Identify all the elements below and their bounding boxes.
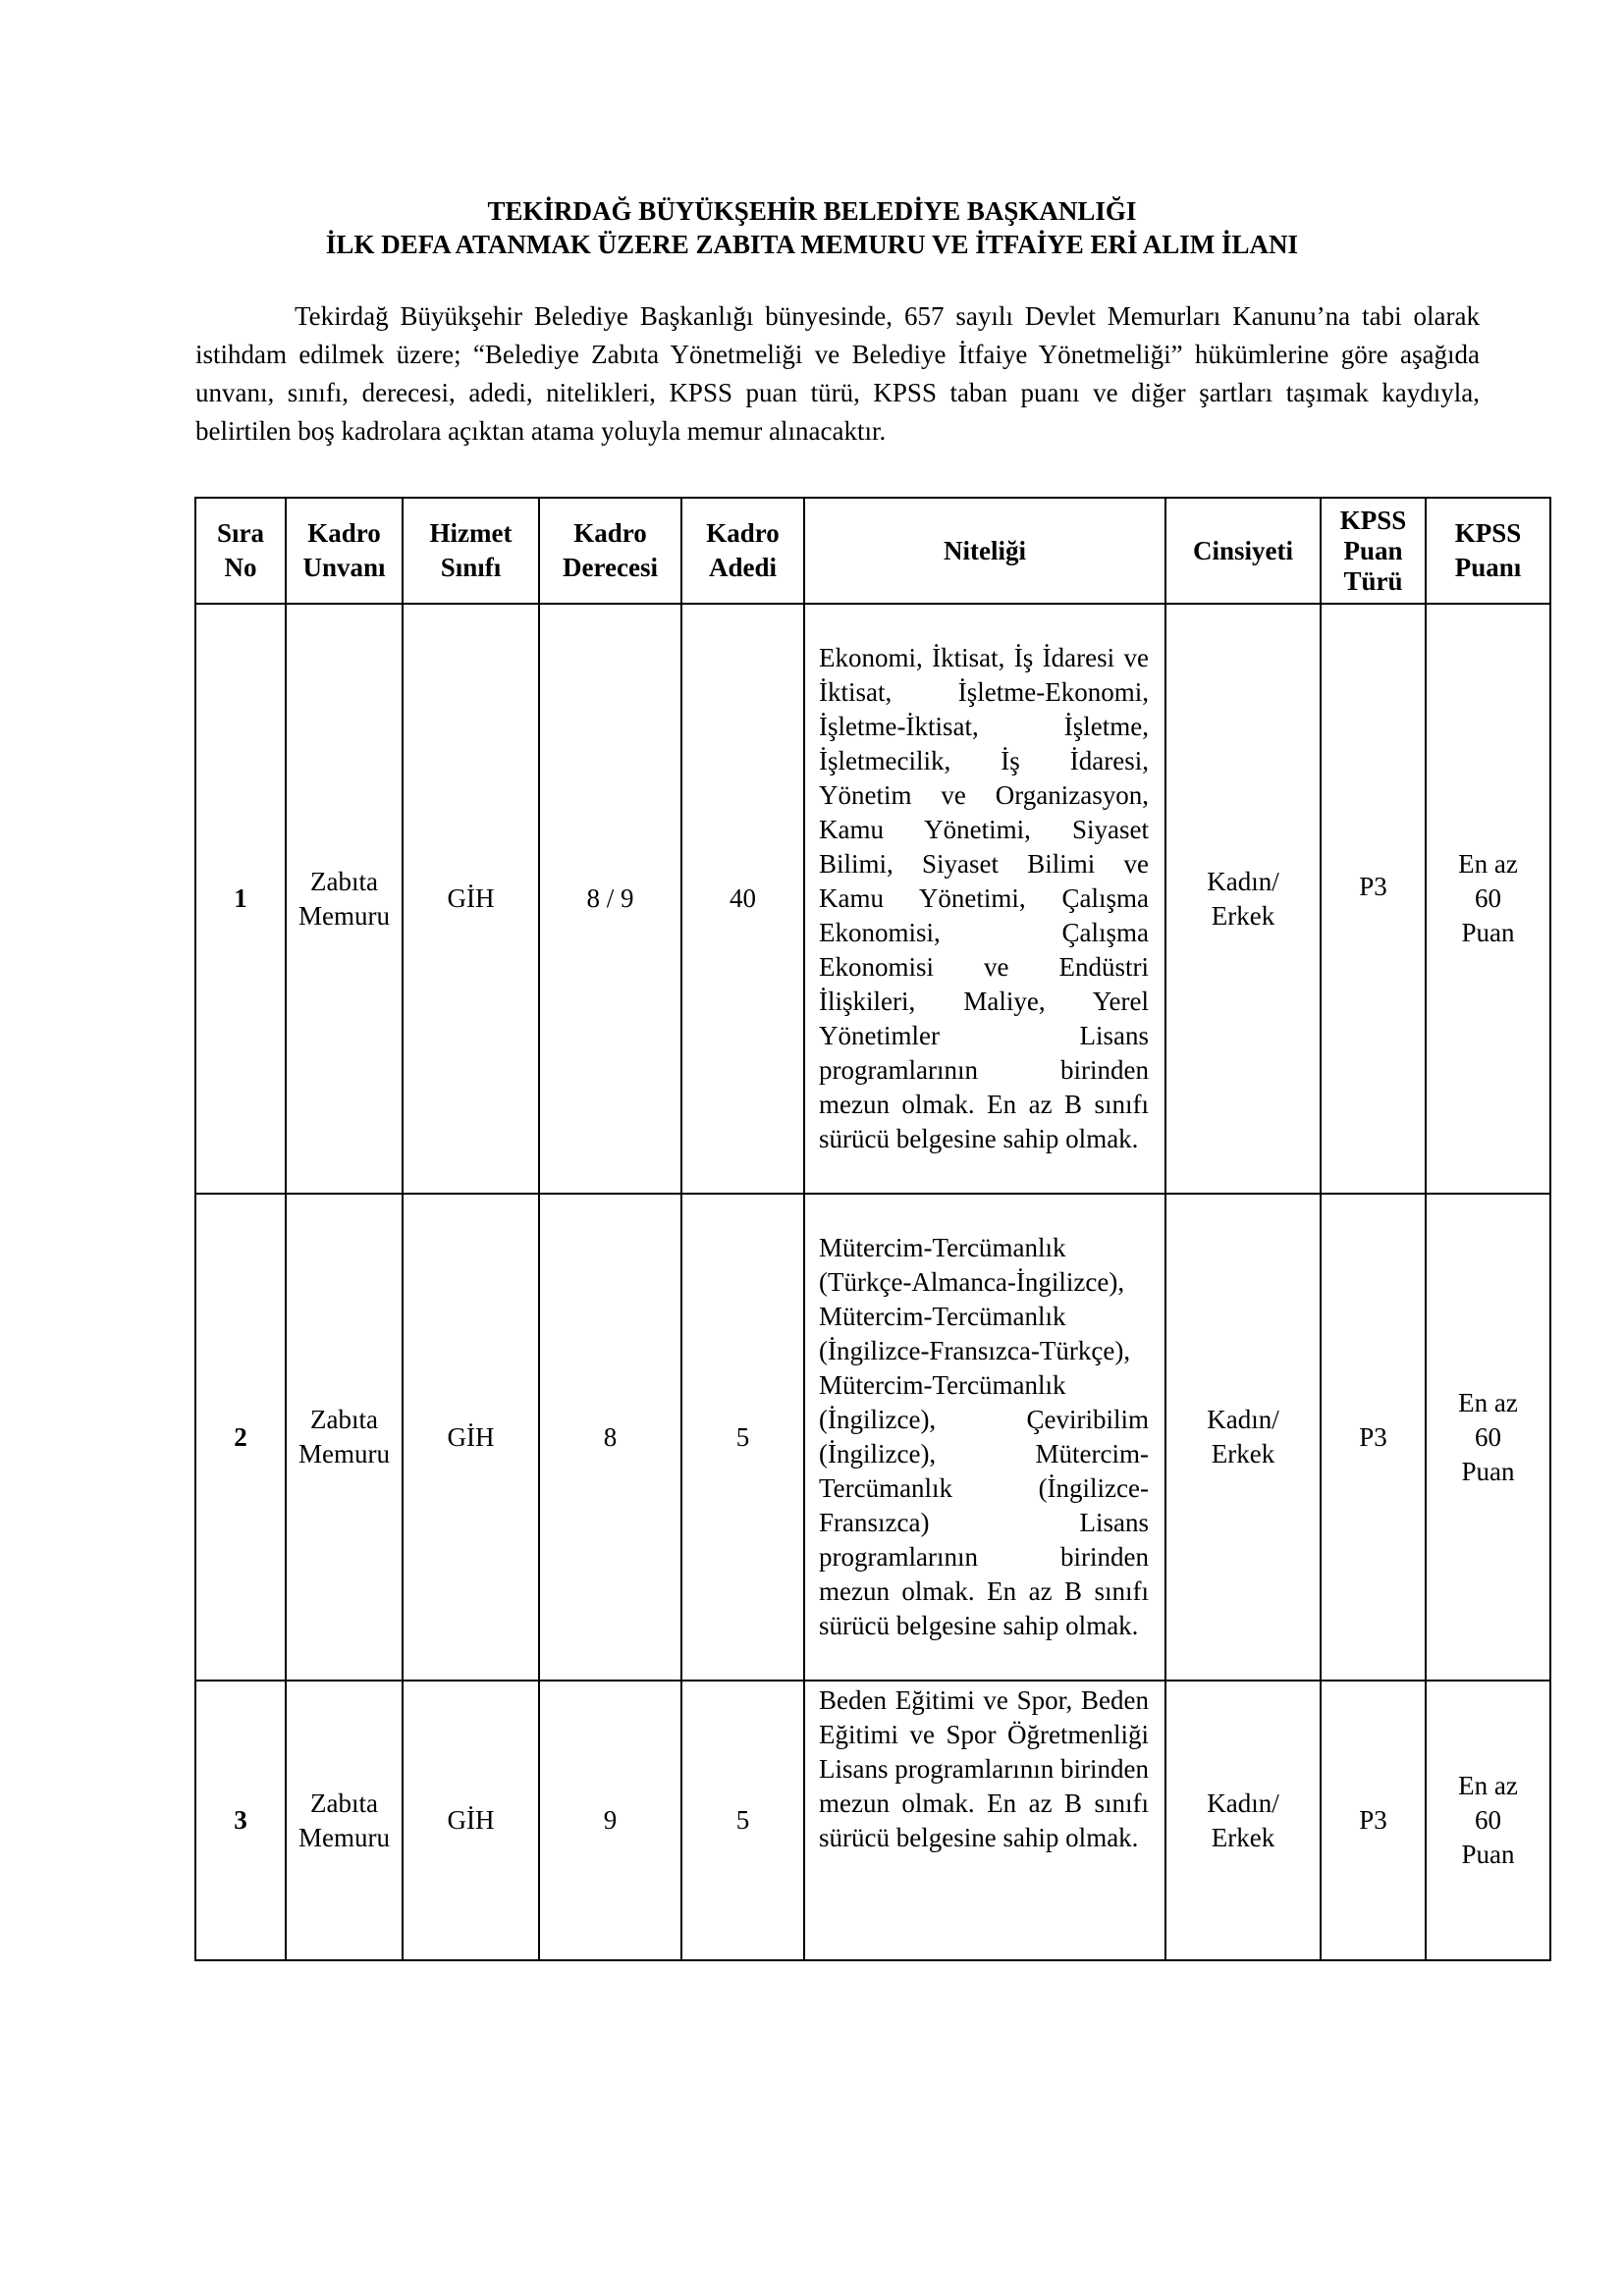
row-no: 2 <box>195 1194 286 1681</box>
row-cinsiyeti: Kadın/ Erkek <box>1165 1681 1321 1960</box>
row-kadro-unvani: Zabıta Memuru <box>286 604 403 1194</box>
row-niteligi: Mütercim-Tercümanlık (Türkçe-Almanca-İngilizce), Mütercim-Tercümanlık (İngilizce-Fransızca-Türkçe), Mütercim-Tercümanlık (İngilizce), Çeviribilim (İngilizce), Mütercim-Tercümanlık (İngilizce-Fransızca) Lisans programlarının birinden mezun olmak. En az B sınıfı sürücü belgesine sahip olmak. <box>804 1194 1165 1681</box>
header-kadro-derecesi: Kadro Derecesi <box>539 498 681 604</box>
row-kadro-unvani: Zabıta Memuru <box>286 1194 403 1681</box>
row-kpss-puan-turu: P3 <box>1321 604 1426 1194</box>
header-kpss-puani: KPSS Puanı <box>1426 498 1550 604</box>
row-kpss-puani: En az 60 Puan <box>1426 604 1550 1194</box>
vacancy-table <box>194 497 1551 1961</box>
header-niteligi: Niteliği <box>804 498 1165 604</box>
row-kpss-puani: En az 60 Puan <box>1426 1194 1550 1681</box>
row-niteligi: Ekonomi, İktisat, İş İdaresi ve İktisat, İşletme-Ekonomi, İşletme-İktisat, İşletme, İşletmecilik, İş İdaresi, Yönetim ve Organizasyon, Kamu Yönetimi, Siyaset Bilimi, Siyaset Bilimi ve Kamu Yönetimi, Çalışma Ekonomisi, Çalışma Ekonomisi ve Endüstri İlişkileri, Maliye, Yerel Yönetimler Lisans programlarının birinden mezun olmak. En az B sınıfı sürücü belgesine sahip olmak. <box>804 604 1165 1194</box>
row-kadro-adedi: 40 <box>681 604 804 1194</box>
row-cinsiyeti: Kadın/ Erkek <box>1165 604 1321 1194</box>
document-title: TEKİRDAĞ BÜYÜKŞEHİR BELEDİYE BAŞKANLIĞI <box>487 196 1137 226</box>
table-row <box>195 604 1550 1194</box>
header-sira-no: Sıra No <box>195 498 286 604</box>
row-kadro-adedi: 5 <box>681 1194 804 1681</box>
header-kadro-unvani: Kadro Unvanı <box>286 498 403 604</box>
table-row <box>195 1681 1550 1960</box>
row-hizmet-sinifi: GİH <box>403 1194 539 1681</box>
row-kpss-puan-turu: P3 <box>1321 1194 1426 1681</box>
intro-text: Tekirdağ Büyükşehir Belediye Başkanlığı bünyesinde, 657 sayılı Devlet Memurları Kanunu’na tabi olarak istihdam edilmek üzere; “Belediye Zabıta Yönetmeliği ve Belediye İtfaiye Yönetmeliği” hükümlerine göre aşağıda unvanı, sınıfı, derecesi, adedi, nitelikleri, KPSS puan türü, KPSS taban puanı ve diğer şartları taşımak kaydıyla, belirtilen boş kadrolara açıktan atama yoluyla memur alınacaktır. <box>195 301 1480 446</box>
intro-paragraph <box>195 297 1480 451</box>
row-kadro-derecesi: 8 / 9 <box>539 604 681 1194</box>
row-no: 3 <box>195 1681 286 1960</box>
row-kadro-unvani: Zabıta Memuru <box>286 1681 403 1960</box>
row-kpss-puani: En az 60 Puan <box>1426 1681 1550 1960</box>
table-header-row <box>195 498 1550 604</box>
row-cinsiyeti: Kadın/ Erkek <box>1165 1194 1321 1681</box>
row-niteligi: Beden Eğitimi ve Spor, Beden Eğitimi ve Spor Öğretmenliği Lisans programlarının birinden mezun olmak. En az B sınıfı sürücü belgesine sahip olmak. <box>804 1681 1165 1960</box>
header-kpss-puan-turu: KPSS Puan Türü <box>1321 498 1426 604</box>
row-kadro-derecesi: 9 <box>539 1681 681 1960</box>
header-cinsiyeti: Cinsiyeti <box>1165 498 1321 604</box>
header-kadro-adedi: Kadro Adedi <box>681 498 804 604</box>
document-subtitle: İLK DEFA ATANMAK ÜZERE ZABITA MEMURU VE İTFAİYE ERİ ALIM İLANI <box>325 230 1299 259</box>
table-row <box>195 1194 1550 1681</box>
row-kadro-derecesi: 8 <box>539 1194 681 1681</box>
row-kpss-puan-turu: P3 <box>1321 1681 1426 1960</box>
header-hizmet-sinifi: Hizmet Sınıfı <box>403 498 539 604</box>
row-hizmet-sinifi: GİH <box>403 1681 539 1960</box>
row-kadro-adedi: 5 <box>681 1681 804 1960</box>
row-hizmet-sinifi: GİH <box>403 604 539 1194</box>
row-no: 1 <box>195 604 286 1194</box>
